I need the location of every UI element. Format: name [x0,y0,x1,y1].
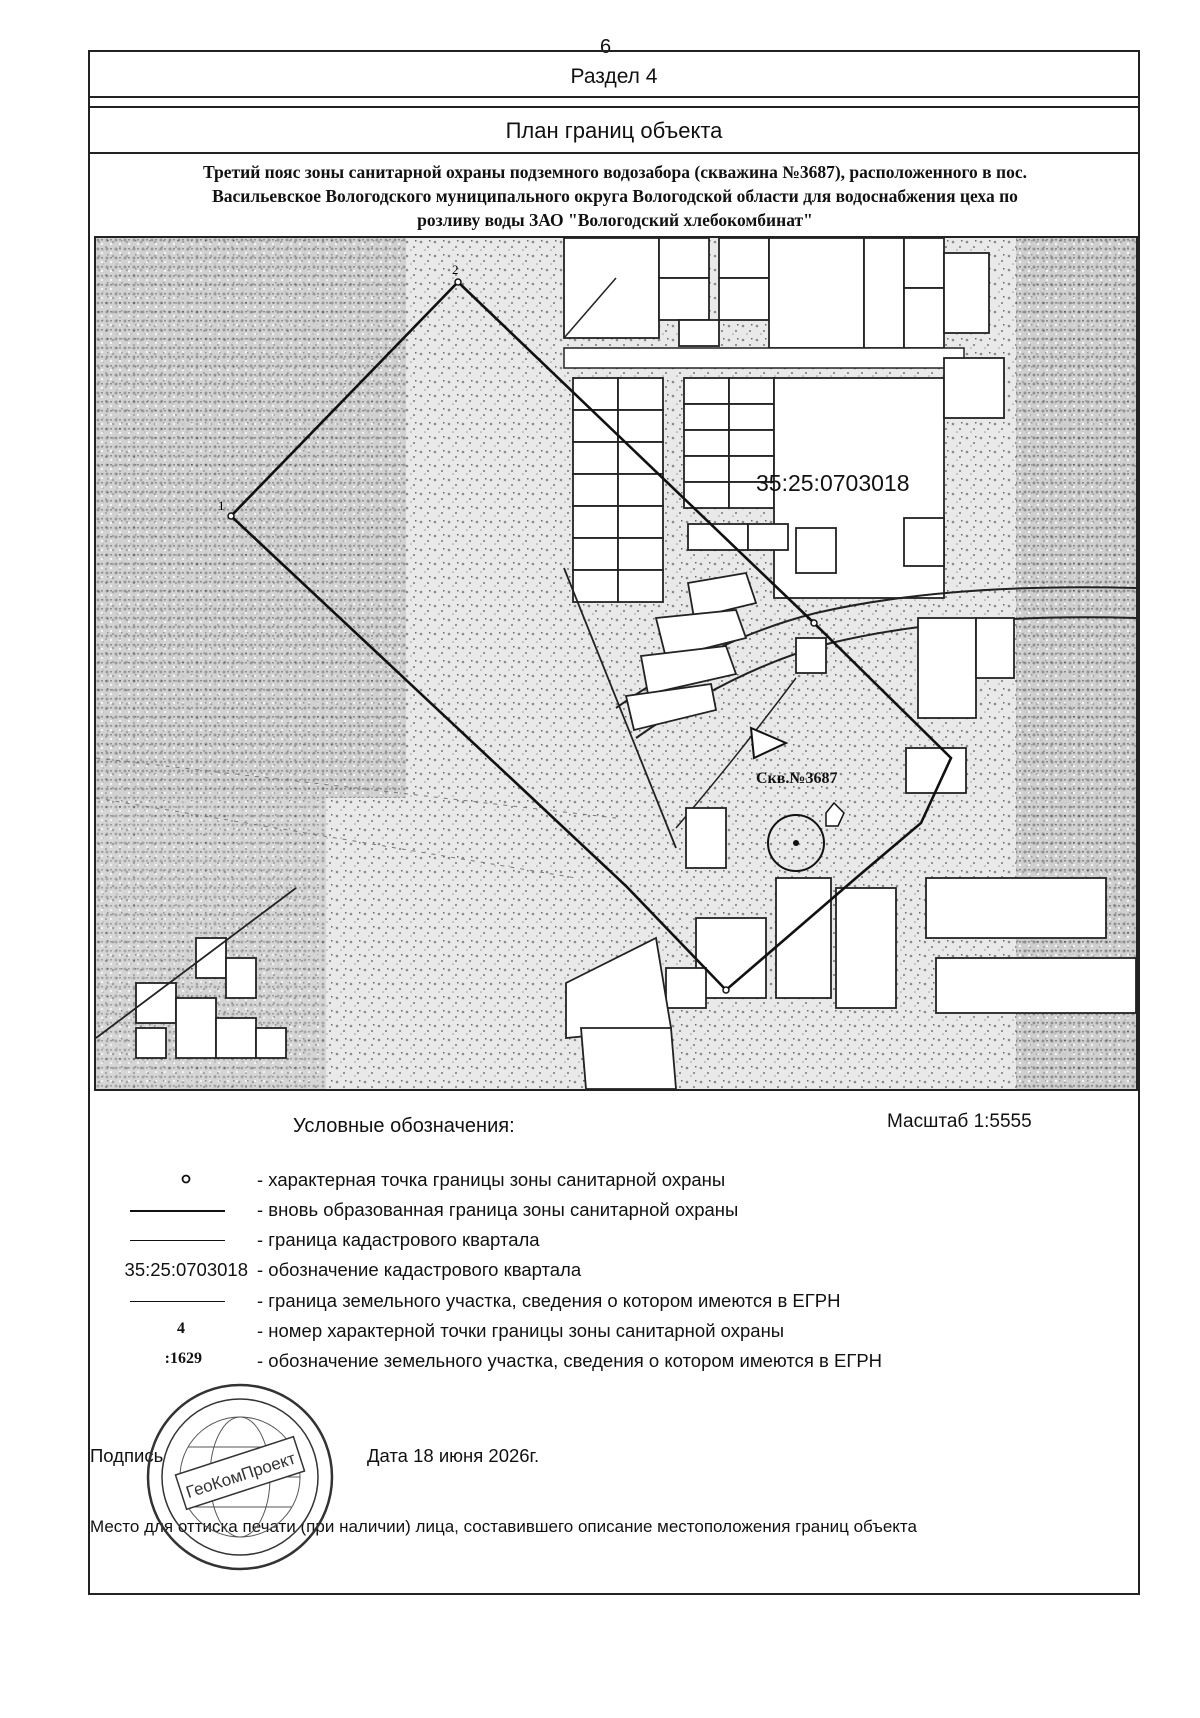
object-title [100,160,1130,232]
legend-text: - характерная точка границы зоны санитарной охраны [257,1169,726,1190]
map-drawing [96,238,1136,1089]
new-zone-boundary-symbol [130,1210,225,1212]
company-seal [140,1377,340,1577]
point-label: 1 [218,498,225,513]
stamp-place-caption: Место для оттиска печати (при наличии) лица, составившего описание местоположения границ объекта [90,1517,917,1536]
boundary-point [455,279,461,285]
land-plot-boundary-symbol [130,1301,225,1302]
legend-text: - граница кадастрового квартала [257,1229,540,1250]
legend-text: - обозначение кадастрового квартала [257,1259,582,1280]
signature-date: Дата 18 июня 2026г. [367,1445,540,1466]
quarter-boundary-symbol [130,1240,225,1241]
title-line: Третий пояс зоны санитарной охраны подземного водозабора (скважина №3687), расположенного в пос. [203,162,1027,182]
signature-label: Подпись [90,1445,164,1466]
legend-text: - обозначение земельного участка, сведения о котором имеются в ЕГРН [257,1350,883,1371]
title-line: розливу воды ЗАО "Вологодский хлебокомбинат" [417,210,813,230]
legend-row [90,1229,1130,1257]
legend-title: Условные обозначения: [293,1115,515,1137]
well-label: Скв.№3687 [756,770,838,787]
cadastral-plots-top [564,238,989,348]
page-number: 6 [600,36,612,58]
boundary-map [94,236,1138,1091]
title-line: Васильевское Вологодского муниципального округа Вологодской области для водоснабжения цеха по [212,186,1018,206]
plan-heading: План границ объекта [90,106,1138,154]
quarter-number-symbol: 35:25:0703018 [124,1259,248,1280]
legend-row [90,1290,1130,1318]
dense-woodland-area [96,238,406,798]
road [564,348,964,368]
point-label: 2 [452,262,459,277]
legend-row [90,1259,1130,1287]
document-frame [88,50,1140,1595]
boundary-point [811,620,817,626]
point-number-symbol: 4 [177,1320,185,1337]
boundary-point [228,513,234,519]
legend-row [90,1169,1130,1197]
legend-row [90,1350,1130,1378]
section-title: Раздел 4 [90,52,1138,98]
land-plot-number-symbol: :1629 [164,1350,202,1367]
stamp-company-name: ГеоКомПроект [183,1448,298,1503]
legend-text: - вновь образованная граница зоны санитарной охраны [257,1199,739,1220]
legend-text: - граница земельного участка, сведения о котором имеются в ЕГРН [257,1290,841,1311]
legend-row [90,1199,1130,1227]
map-scale: Масштаб 1:5555 [887,1111,1032,1132]
legend-text: - номер характерной точки границы зоны санитарной охраны [257,1320,785,1341]
cadastral-quarter-label: 35:25:0703018 [756,470,910,496]
well-point [793,840,799,846]
boundary-point [723,987,729,993]
legend-row [90,1320,1130,1348]
